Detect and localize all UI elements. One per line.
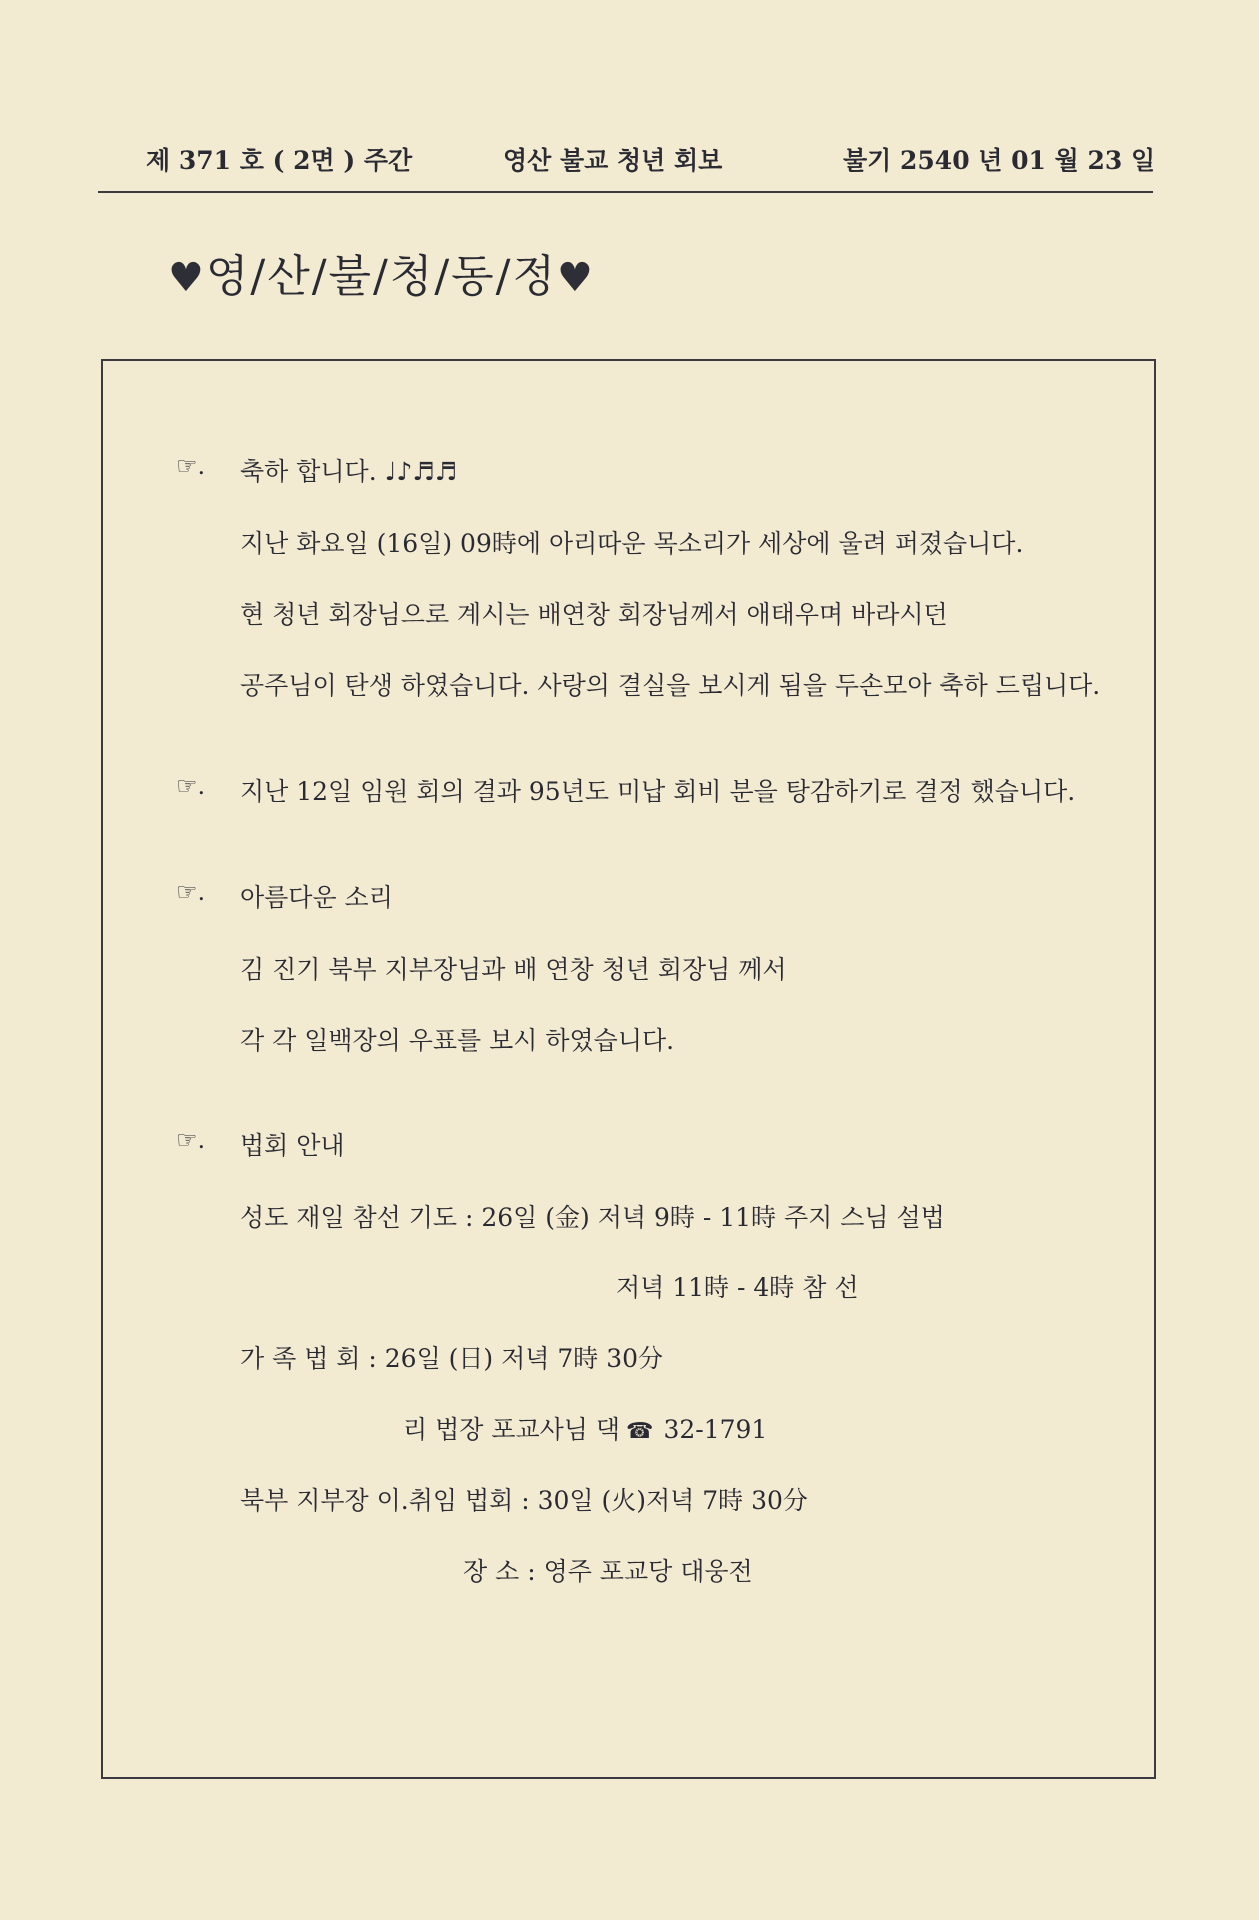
item-line: 현 청년 회장님으로 계시는 배연창 회장님께서 애태우며 바라시던 <box>240 600 948 629</box>
pointing-hand-icon: ☞. <box>176 878 206 906</box>
newsletter-title: 영산 불교 청년 회보 <box>503 146 723 175</box>
item-line: 각 각 일백장의 우표를 보시 하였습니다. <box>240 1026 675 1055</box>
item-heading: 아름다운 소리 <box>240 883 393 912</box>
item-line: 북부 지부장 이.취임 법회 : 30일 (火)저녁 7時 30分 <box>240 1486 808 1515</box>
newsletter-header <box>98 135 1156 193</box>
item-line: 공주님이 탄생 하였습니다. 사랑의 결실을 보시게 됨을 두손모아 축하 드립니다. <box>240 671 1101 700</box>
issue-date: 불기 2540 년 01 월 23 일 <box>843 146 1156 175</box>
pointing-hand-icon: ☞. <box>176 1126 206 1154</box>
pointing-hand-icon: ☞. <box>176 772 206 800</box>
item-line: 성도 재일 참선 기도 : 26일 (金) 저녁 9時 - 11時 주지 스님 설법 <box>240 1203 945 1232</box>
item-heading: 법회 안내 <box>240 1131 345 1160</box>
item-heading: 축하 합니다. ♩♪♬♬ <box>240 457 458 486</box>
phone-icon: ☎ <box>626 1419 654 1444</box>
item-line: 장 소 : 영주 포교당 대웅전 <box>463 1557 753 1586</box>
item-line: 가 족 법 회 : 26일 (日) 저녁 7時 30分 <box>240 1344 664 1373</box>
section-title <box>168 240 595 304</box>
item-heading: 지난 12일 임원 회의 결과 95년도 미납 회비 분을 탕감하기로 결정 했습니다. <box>240 777 1076 806</box>
heart-icon: ♥ <box>557 255 595 301</box>
phone-number: 32-1791 <box>663 1415 768 1444</box>
item-line: 저녁 11時 - 4時 참 선 <box>616 1273 859 1302</box>
heart-icon: ♥ <box>168 255 206 301</box>
issue-number: 제 371 호 ( 2면 ) 주간 <box>146 146 413 175</box>
pointing-hand-icon: ☞. <box>176 452 206 480</box>
contact-name: 리 법장 포교사님 댁 <box>403 1415 621 1444</box>
contact-line <box>403 1410 767 1446</box>
item-line: 지난 화요일 (16일) 09時에 아리따운 목소리가 세상에 울려 퍼졌습니다. <box>240 529 1024 558</box>
item-line: 김 진기 북부 지부장님과 배 연창 청년 회장님 께서 <box>240 955 787 984</box>
section-title-text: 영/산/불/청/동/정 <box>205 251 558 302</box>
